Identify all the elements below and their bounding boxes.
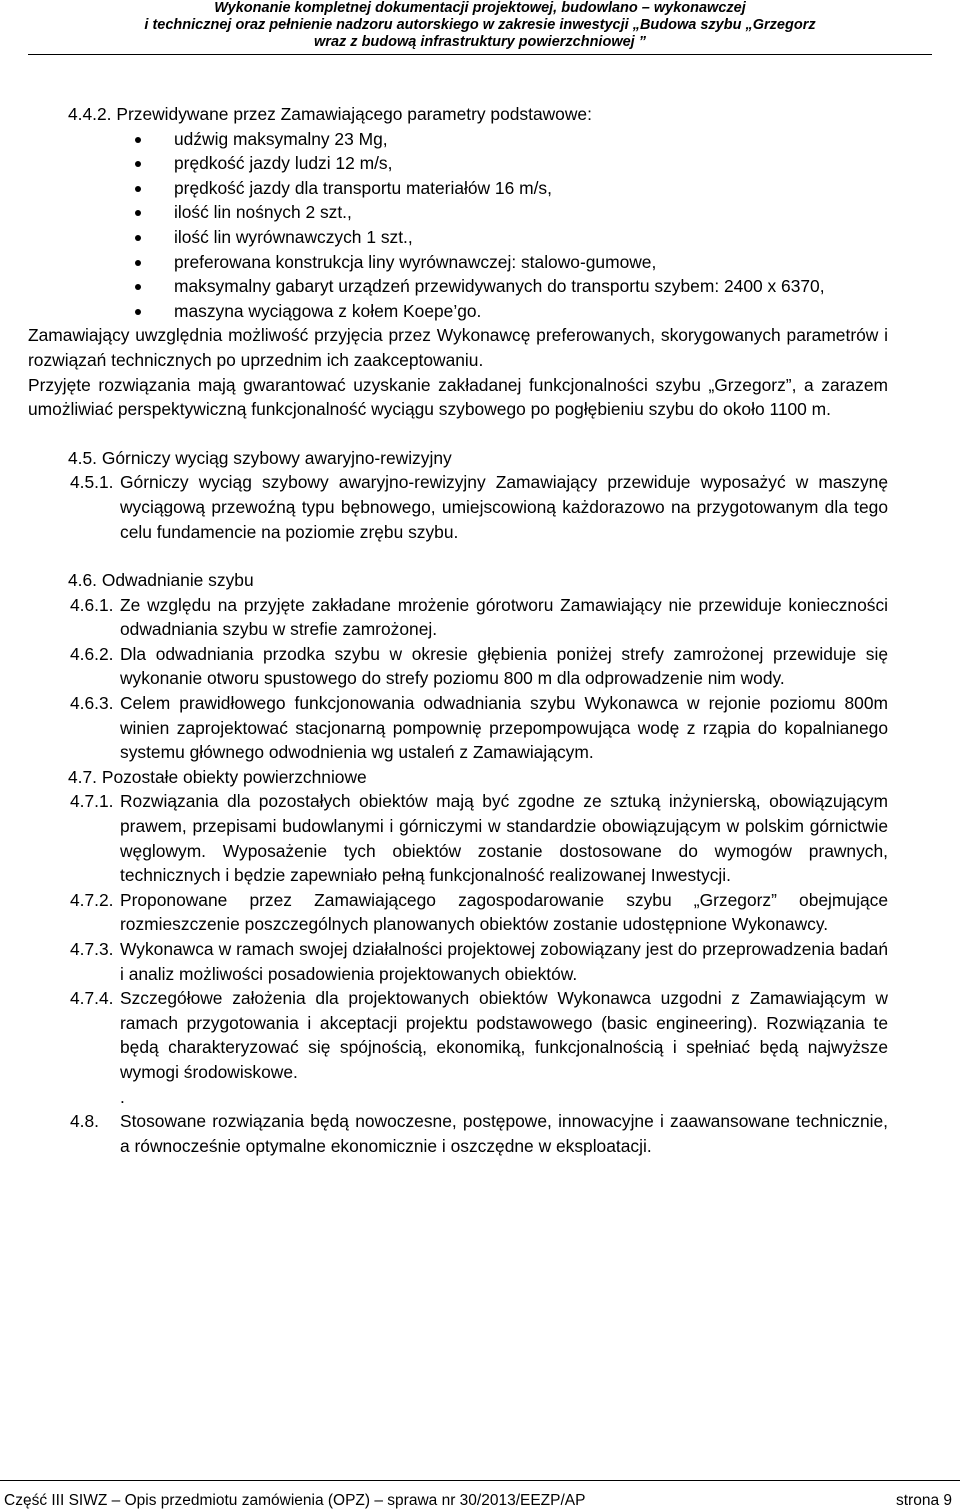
stray-dot: . xyxy=(120,1086,125,1107)
subsection-number: 4.6.1. xyxy=(70,594,114,615)
subsection-text: Dla odwadniania przodka szybu w okresie głębienia poniżej strefy zamrożonej przewiduje się wykonanie otworu spustowego do strefy poziomu 800 m dla odprowadzenie nim wody. xyxy=(120,643,888,689)
list-item: prędkość jazdy dla transportu materiałów 16 m/s, xyxy=(135,176,888,201)
subsection-4-5-1 xyxy=(28,470,888,544)
list-item: ilość lin nośnych 2 szt., xyxy=(135,200,888,225)
subsection-text: Szczegółowe założenia dla projektowanych obiektów Wykonawca uzgodni z Zamawiającym w ramach przygotowania i akceptacji projektu podstawowego (basic engineering). Rozwiązania te będą charakteryzować się spójnością, ekonomiką, funkcjonalnością i spełniać będą najwyższe wymogi środowiskowe. xyxy=(120,988,888,1082)
list-item: maszyna wyciągowa z kołem Koepe’go. xyxy=(135,299,888,324)
footer-rule xyxy=(0,1480,960,1481)
subsection-text: Ze względu na przyjęte zakładane mrożenie górotworu Zamawiający nie przewiduje konieczności odwadniania szybu w strefie zamrożonej. xyxy=(120,594,888,640)
subsection-number: 4.6.3. xyxy=(70,693,114,714)
subsection-number: 4.7.3. xyxy=(70,939,114,959)
section-number: 4.4.2. xyxy=(68,104,112,124)
subsection-4-7-2 xyxy=(28,888,888,937)
subsection-number: 4.7.1. xyxy=(70,791,114,812)
section-4-4-2-heading xyxy=(68,102,888,127)
section-4-8 xyxy=(28,1109,888,1158)
bullet-icon xyxy=(135,309,141,315)
list-item: maksymalny gabaryt urządzeń przewidywanych do transportu szybem: 2400 x 6370, xyxy=(135,274,888,299)
bullet-icon xyxy=(135,260,141,266)
subsection-text: Wykonawca w ramach swojej działalności projektowej zobowiązany jest do przeprowadzenia badań i analiz możliwości posadowienia projektowanych obiektów. xyxy=(120,939,888,984)
spacer xyxy=(28,544,888,568)
spacer xyxy=(28,422,888,446)
subsection-number: 4.5.1. xyxy=(70,472,114,493)
subsection-text: Proponowane przez Zamawiającego zagospodarowanie szybu „Grzegorz” obejmujące rozmieszczenie poszczególnych planowanych obiektów zostanie udostępnione Wykonawcy. xyxy=(120,889,888,935)
header-line-1: Wykonanie kompletnej dokumentacji projektowej, budowlano – wykonawczej xyxy=(214,0,746,16)
subsection-number: 4.7.4. xyxy=(70,988,114,1009)
bullet-icon xyxy=(135,284,141,290)
section-4-7-heading: 4.7. Pozostałe obiekty powierzchniowe xyxy=(68,766,367,787)
footer-document-info: Część III SIWZ – Opis przedmiotu zamówienia (OPZ) – sprawa nr 30/2013/EEZP/AP xyxy=(4,1492,586,1509)
list-item: prędkość jazdy ludzi 12 m/s, xyxy=(135,151,888,176)
header-line-3: wraz z budową infrastruktury powierzchniowej ” xyxy=(314,34,646,50)
subsection-4-6-3 xyxy=(28,691,888,765)
bullet-icon xyxy=(135,137,141,143)
list-item: preferowana konstrukcja liny wyrównawczej: stalowo-gumowe, xyxy=(135,250,888,275)
bullet-icon xyxy=(135,235,141,241)
page-footer xyxy=(0,1488,960,1510)
header-line-2: i technicznej oraz pełnienie nadzoru autorskiego w zakresie inwestycji „Budowa szybu „Grzegorz xyxy=(144,17,816,33)
subsection-text: Górniczy wyciąg szybowy awaryjno-rewizyjny Zamawiający przewiduje wyposażyć w maszynę wyciągową przewoźną typu bębnowego, umiejscowioną każdorazowo na przygotowanym dla tego celu fundamencie na poziomie zrębu szybu. xyxy=(120,472,888,542)
subsection-4-6-2 xyxy=(28,642,888,691)
subsection-number: 4.7.2. xyxy=(70,889,114,910)
page-number: strona 9 xyxy=(895,1492,952,1509)
parameter-list xyxy=(135,127,888,324)
document-body xyxy=(28,102,888,1158)
subsection-4-6-1 xyxy=(28,593,888,642)
page-header xyxy=(0,0,960,51)
bullet-icon xyxy=(135,186,141,192)
subsection-4-7-3 xyxy=(28,937,888,986)
header-rule xyxy=(28,54,932,55)
subsection-text: Celem prawidłowego funkcjonowania odwadniania szybu Wykonawca w rejonie poziomu 800m winien zaprojektować stacjonarną pompownię przepompowująca wodę z rząpia do kopalnianego systemu głównego odwodnienia wg ustaleń z Zamawiającym. xyxy=(120,693,888,763)
section-title: Przewidywane przez Zamawiającego parametry podstawowe: xyxy=(116,104,592,124)
paragraph-functionality: Przyjęte rozwiązania mają gwarantować uzyskanie zakładanej funkcjonalności szybu „Grzegorz”, a zarazem umożliwiać perspektywiczną funkcjonalność wyciągu szybowego po pogłębieniu szybu do około 1100 m. xyxy=(28,374,888,420)
subsection-number: 4.6.2. xyxy=(70,643,114,664)
subsection-text: Rozwiązania dla pozostałych obiektów mają być zgodne ze sztuką inżynierską, obowiązującym prawem, przepisami budowlanymi i górniczymi w standardzie obowiązującym w polskim górnictwie węglowym. Wyposażenie tych obiektów zostanie dostosowane do wymogów prawnych, technicznych i będzie zapewniało pełną funkcjonalność realizowanej Inwestycji. xyxy=(120,791,888,886)
subsection-4-7-4 xyxy=(28,986,888,1084)
section-4-6-heading: 4.6. Odwadnianie szybu xyxy=(68,570,254,591)
bullet-icon xyxy=(135,161,141,167)
section-number: 4.8. xyxy=(70,1111,100,1132)
subsection-4-7-1 xyxy=(28,789,888,887)
paragraph-preferred-parameters: Zamawiający uwzględnia możliwość przyjęcia przez Wykonawcę preferowanych, skorygowanych parametrów i rozwiązań technicznych po uprzednim ich zaakceptowaniu. xyxy=(28,325,888,370)
bullet-icon xyxy=(135,210,141,216)
section-4-5-heading: 4.5. Górniczy wyciąg szybowy awaryjno-rewizyjny xyxy=(68,447,452,468)
list-item: udźwig maksymalny 23 Mg, xyxy=(135,127,888,152)
list-item: ilość lin wyrównawczych 1 szt., xyxy=(135,225,888,250)
section-text: Stosowane rozwiązania będą nowoczesne, postępowe, innowacyjne i zaawansowane technicznie, a równocześnie optymalne ekonomicznie i oszczędne w eksploatacji. xyxy=(120,1111,888,1156)
